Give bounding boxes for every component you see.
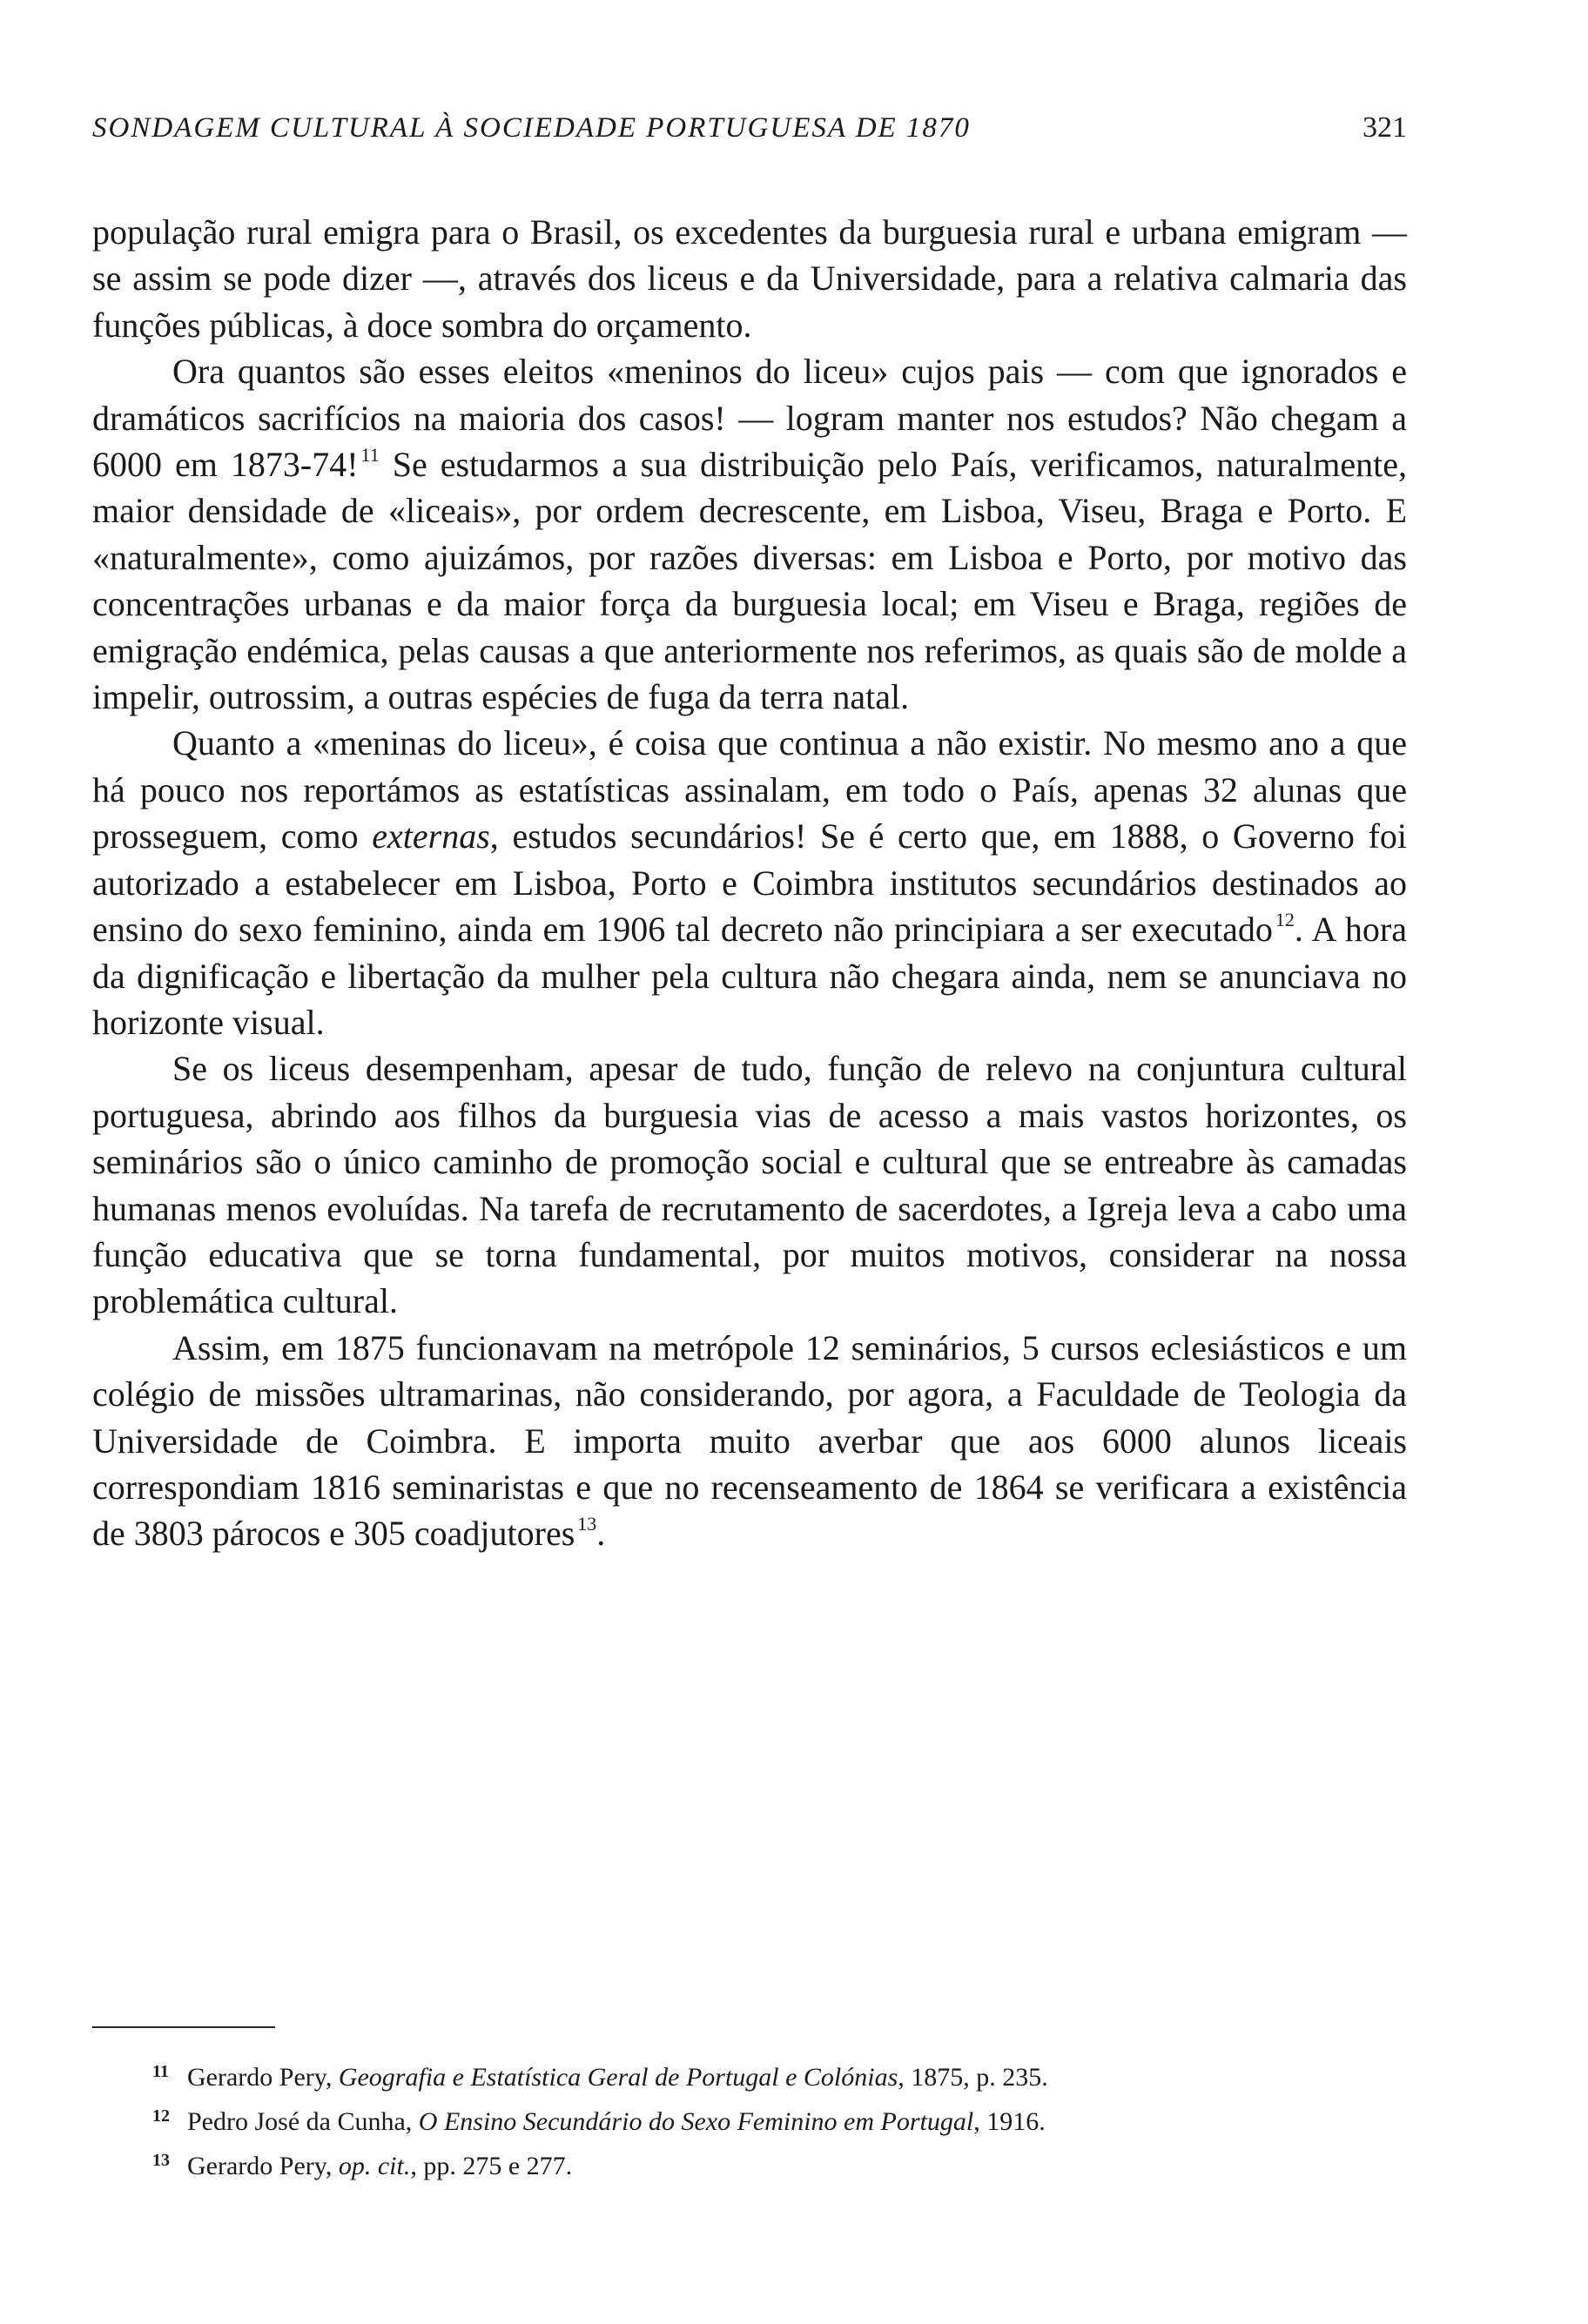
paragraph-2-text-a: Ora quantos são esses eleitos «meninos do liceu» cujos pais — com que ignorados e dramáticos sacrifícios na maioria dos casos! — logram manter nos estudos? Não chegam a 6000 em 1873-74! xyxy=(92,352,1407,485)
footnote-details: , 1875, p. 235. xyxy=(898,2063,1048,2092)
running-title: SONDAGEM CULTURAL À SOCIEDADE PORTUGUESA DE 1870 xyxy=(92,112,971,144)
footnote-number: 13 xyxy=(152,2151,170,2170)
paragraph-3-text-a: Quanto a «meninas do liceu», é coisa que continua a não existir. No mesmo ano a que há pouco nos reportámos as estatísticas assinalam, em todo o País, apenas 32 alunas que prosseguem, como xyxy=(92,723,1407,856)
paragraph-3-emphasis: externas xyxy=(372,816,490,856)
paragraph-2-text-b: Se estudarmos a sua distribuição pelo País, verificamos, naturalmente, maior densidade de «liceais», por ordem decrescente, em Lisboa, Viseu, Braga e Porto. E «naturalmente», como ajuizámos, por razões diversas: em Lisboa e Porto, por motivo das concentrações urbanas e da maior força da burguesia local; em Viseu e Braga, regiões de emigração endémica, pelas causas a que anteriormente nos referimos, as quais são de molde a impelir, outrossim, a outras espécies de fuga da terra natal. xyxy=(92,445,1407,717)
footnote-title: op. cit. xyxy=(338,2152,411,2180)
footnote-ref-12[interactable]: 12 xyxy=(1275,909,1295,931)
paragraph-5-text-a: Assim, em 1875 funcionavam na metrópole 12 seminários, 5 cursos eclesiásticos e um colégio de missões ultramarinas, não considerando, por agora, a Faculdade de Teologia da Universidade de Coimbra. E importa muito averbar que aos 6000 alunos liceais correspondiam 1816 seminaristas e que no recenseamento de 1864 se verificara a existência de 3803 párocos e 305 coadjutores xyxy=(92,1327,1407,1554)
footnote-ref-13[interactable]: 13 xyxy=(577,1513,597,1535)
footnote-author: Pedro José da Cunha, xyxy=(187,2107,419,2136)
footnote-author: Gerardo Pery, xyxy=(187,2152,339,2180)
footnotes xyxy=(152,2052,1415,2186)
footnote-details: , 1916. xyxy=(973,2107,1046,2136)
footnote-13 xyxy=(152,2141,1415,2186)
footnote-title: O Ensino Secundário do Sexo Feminino em Portugal xyxy=(418,2107,974,2136)
footnote-number: 11 xyxy=(152,2062,169,2081)
paragraph-3-text-c: . A hora da dignificação e libertação da mulher pela cultura não chegara ainda, nem se anunciava no horizonte visual. xyxy=(92,910,1407,1042)
paragraph-5-text-b: . xyxy=(596,1514,606,1554)
footnote-author: Gerardo Pery, xyxy=(187,2063,339,2092)
footnote-ref-11[interactable]: 11 xyxy=(360,444,380,467)
body-text xyxy=(92,209,1407,1557)
paragraph-4 xyxy=(92,1045,1407,1324)
paragraph-2 xyxy=(92,348,1407,720)
running-head xyxy=(92,111,1407,144)
paragraph-5 xyxy=(92,1325,1407,1557)
paragraph-1-text: população rural emigra para o Brasil, os excedentes da burguesia rural e urbana emigram — se assim se pode dizer —, através dos liceus e da Universidade, para a relativa calmaria das funções públicas, à doce sombra do orçamento. xyxy=(92,212,1407,345)
page-number: 321 xyxy=(1363,111,1407,144)
footnote-details: , pp. 275 e 277. xyxy=(410,2152,573,2180)
footnote-title: Geografia e Estatística Geral de Portugal e Colónias xyxy=(338,2063,898,2092)
footnote-12 xyxy=(152,2097,1415,2141)
paragraph-3-text-b: , estudos secundários! Se é certo que, em 1888, o Governo foi autorizado a estabelecer em Lisboa, Porto e Coimbra institutos secundários destinados ao ensino do sexo feminino, ainda em 1906 tal decreto não principiara a ser executado xyxy=(92,816,1407,950)
paragraph-1 xyxy=(92,209,1407,348)
paragraph-4-text: Se os liceus desempenham, apesar de tudo, função de relevo na conjuntura cultural portuguesa, abrindo aos filhos da burguesia vias de acesso a mais vastos horizontes, os seminários são o único caminho de promoção social e cultural que se entreabre às camadas humanas menos evoluídas. Na tarefa de recrutamento de sacerdotes, a Igreja leva a cabo uma função educativa que se torna fundamental, por muitos motivos, considerar na nossa problemática cultural. xyxy=(92,1049,1407,1321)
footnote-11 xyxy=(152,2052,1415,2097)
footnote-divider xyxy=(92,2026,275,2028)
footnote-number: 12 xyxy=(152,2106,170,2126)
paragraph-3 xyxy=(92,720,1407,1045)
